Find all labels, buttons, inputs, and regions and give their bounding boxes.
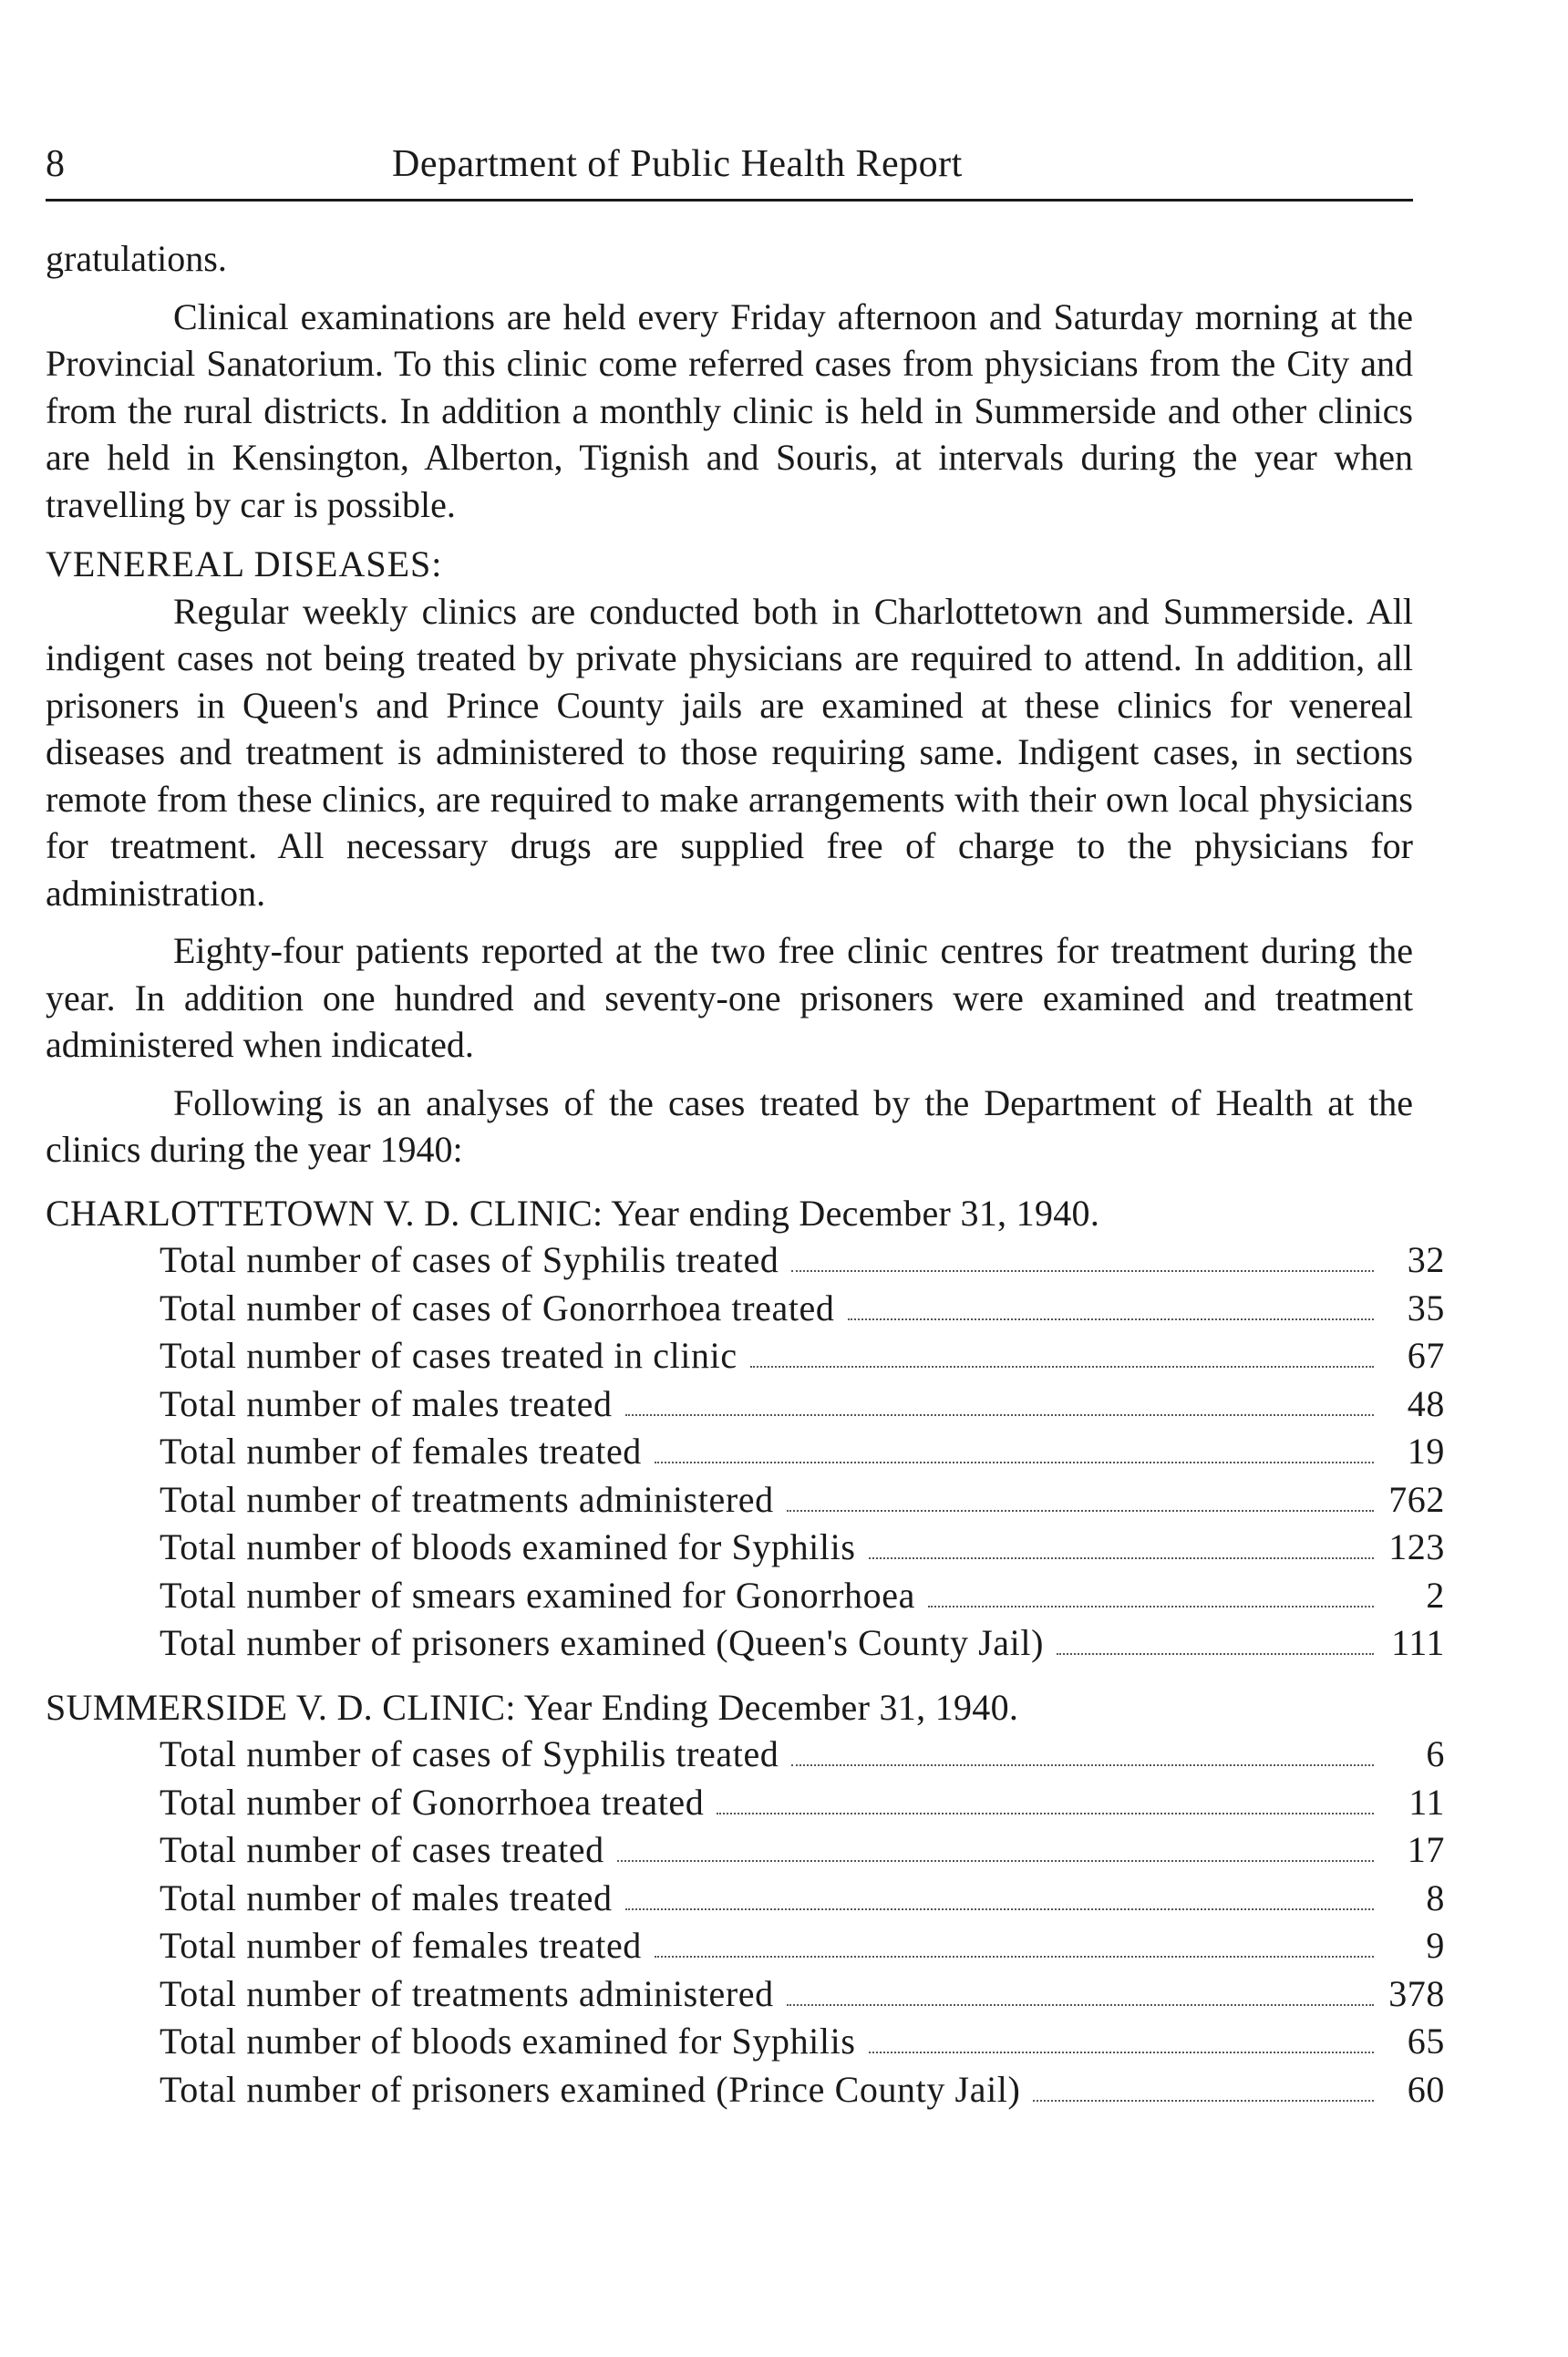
charlottetown-stats-list — [46, 1236, 1445, 1668]
analyses-intro-paragraph: Following is an analyses of the cases treated by the Department of Health at the clinics during the year 1940: — [46, 1081, 1413, 1170]
stat-row — [160, 2018, 1445, 2066]
stat-value: 8 — [1426, 1876, 1445, 1918]
dot-leader — [655, 1955, 1374, 1958]
dot-leader — [928, 1605, 1374, 1608]
stat-label: Total number of females treated — [160, 1925, 642, 1966]
stat-row — [160, 1428, 1445, 1476]
stat-value: 17 — [1407, 1829, 1445, 1870]
stat-value: 67 — [1407, 1335, 1445, 1376]
stat-row — [160, 2066, 1445, 2114]
stat-value: 11 — [1408, 1781, 1445, 1823]
stat-value: 19 — [1407, 1431, 1445, 1472]
dot-leader — [750, 1365, 1374, 1368]
stat-label: Total number of cases treated in clinic — [160, 1335, 738, 1376]
page-number: 8 — [46, 143, 65, 185]
dot-leader — [717, 1812, 1374, 1814]
stat-row — [160, 1922, 1445, 1970]
summerside-stats-list — [46, 1731, 1445, 2114]
body-text — [46, 235, 1445, 2114]
dot-leader — [787, 1509, 1374, 1512]
stat-row — [160, 1380, 1445, 1429]
stat-label: Total number of cases treated — [160, 1829, 604, 1870]
stat-row — [160, 1779, 1445, 1827]
stat-label: Total number of treatments administered — [160, 1972, 774, 2014]
dot-leader — [869, 1556, 1375, 1559]
stat-label: Total number of males treated — [160, 1876, 613, 1918]
stat-row — [160, 1731, 1445, 1779]
stat-row — [160, 1875, 1445, 1923]
venereal-diseases-heading: VENEREAL DISEASES: — [46, 543, 443, 584]
stat-label: Total number of females treated — [160, 1431, 642, 1472]
dot-leader — [625, 1413, 1374, 1416]
continuation-text: gratulations. — [46, 238, 227, 279]
dot-leader — [791, 1763, 1374, 1766]
stat-row — [160, 1970, 1445, 2019]
stat-label: Total number of cases of Syphilis treated — [160, 1733, 779, 1774]
dot-leader — [848, 1318, 1375, 1320]
stat-value: 60 — [1407, 2068, 1445, 2110]
page-header — [46, 137, 1413, 191]
stat-label: Total number of bloods examined for Syphilis — [160, 1526, 856, 1567]
stat-value: 9 — [1426, 1925, 1445, 1966]
patients-reported-paragraph: Eighty-four patients reported at the two free clinic centres for treatment during the year. In addition one hundred and seventy-one prisoners were examined and treatment administered when indicated. — [46, 930, 1413, 1065]
dot-leader — [787, 2003, 1374, 2006]
stat-label: Total number of treatments administered — [160, 1478, 774, 1520]
stat-value: 111 — [1391, 1622, 1445, 1663]
stat-value: 762 — [1388, 1478, 1445, 1520]
dot-leader — [625, 1907, 1374, 1910]
stat-value: 35 — [1407, 1287, 1445, 1328]
dot-leader — [617, 1859, 1374, 1862]
stat-value: 2 — [1426, 1574, 1445, 1616]
stat-row — [160, 1332, 1445, 1380]
stat-row — [160, 1619, 1445, 1668]
dot-leader — [1033, 2099, 1374, 2102]
stat-row — [160, 1826, 1445, 1875]
stat-value: 65 — [1407, 2021, 1445, 2062]
stat-value: 48 — [1407, 1382, 1445, 1424]
stat-value: 6 — [1426, 1733, 1445, 1774]
stat-value: 123 — [1388, 1526, 1445, 1567]
stat-value: 378 — [1388, 1972, 1445, 2014]
dot-leader — [655, 1461, 1374, 1463]
dot-leader — [1057, 1652, 1374, 1655]
stat-label: Total number of prisoners examined (Queen's County Jail) — [160, 1622, 1045, 1663]
running-title: Department of Public Health Report — [392, 143, 963, 185]
stat-label: Total number of bloods examined for Syphilis — [160, 2021, 856, 2062]
stat-row — [160, 1524, 1445, 1572]
stat-label: Total number of cases of Syphilis treated — [160, 1239, 779, 1280]
charlottetown-clinic-heading: CHARLOTTETOWN V. D. CLINIC: Year ending December 31, 1940. — [46, 1192, 1100, 1234]
stat-label: Total number of cases of Gonorrhoea treated — [160, 1287, 835, 1328]
clinical-examinations-paragraph: Clinical examinations are held every Friday afternoon and Saturday morning at the Provincial Sanatorium. To this clinic come referred cases from physicians from the City and from the rural districts. In addition a monthly clinic is held in Summerside and other clinics are held in Kensington, Alberton, Tignish and Souris, at intervals during the year when travelling by car is possible. — [46, 295, 1413, 525]
stat-label: Total number of Gonorrhoea treated — [160, 1781, 705, 1823]
stat-row — [160, 1285, 1445, 1333]
dot-leader — [869, 2051, 1375, 2053]
venereal-clinics-paragraph: Regular weekly clinics are conducted both in Charlottetown and Summerside. All indigent cases not being treated by private physicians are required to attend. In addition, all prisoners in Queen's and Prince County jails are examined at these clinics for venereal diseases and treatment is administered to those requiring same. Indigent cases, in sections remote from these clinics, are required to make arrangements with their own local physicians for treatment. All necessary drugs are supplied free of charge to the physicians for administration. — [46, 590, 1413, 914]
stat-row — [160, 1572, 1445, 1620]
stat-label: Total number of males treated — [160, 1382, 613, 1424]
stat-row — [160, 1236, 1445, 1285]
stat-label: Total number of prisoners examined (Prince County Jail) — [160, 2068, 1021, 2110]
summerside-clinic-heading: SUMMERSIDE V. D. CLINIC: Year Ending December 31, 1940. — [46, 1686, 1019, 1728]
stat-row — [160, 1476, 1445, 1525]
header-rule — [46, 199, 1413, 202]
dot-leader — [791, 1269, 1374, 1272]
stat-label: Total number of smears examined for Gonorrhoea — [160, 1574, 915, 1616]
stat-value: 32 — [1407, 1239, 1445, 1280]
